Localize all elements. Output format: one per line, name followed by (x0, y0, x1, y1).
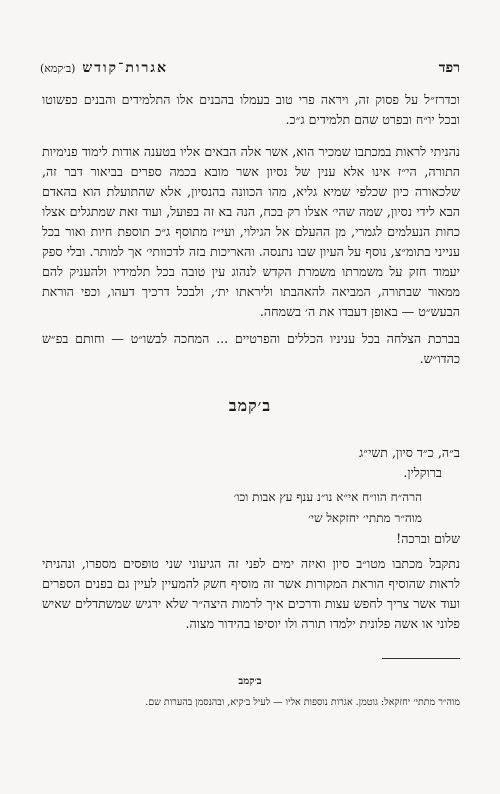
paragraph-text: נהניתי לראות במכתבו שמכיר הוא, אשר אלה הבאים אליו בטענה אודות לימוד פנימיות התורה, הי״ז אינו אלא ענין של נסיון אשר מובא בכמה ספרים בביאור דבר זה, שלכאורה כיון שכלפי שמיא גליא, מהו הכוונה בהנסיון, אלא שהתועלת הוא בהאדם הבא לידי נסיון, שמה שהי׳ אצלו רק בכח, הנה בא זה בפועל, ועוד זאת שמתגלים אצלו כחות הנעלמים לגמרי, מן ההעלם אל הגילוי, ועי״ז מתוסף ג״כ תוספת חיות ואור בכל ענייני בתומ״צ, נוסף על העיון שבו נתנסה. והאריכות בזה לדכוותי׳ אך למותר. ובלי ספק יעמוד חזק על משמרתו משמרת הקדש לנהוג עין טובה בכל תלמידיו ולהעניק להם ממאור שבתורה, המביאה להאהבתו וליראתו ית׳, ולבכל דרכיך דעהו, וכפי הוראת הבעש״ט — באופן דעבדו את ה׳ בשמחה. (42, 144, 460, 319)
dateline (290, 443, 460, 483)
footnote-text: מוה״ר מתתי׳ יחזקאל: גוטמן. אגרות נוספות אליו — לעיל ב׳קיא, ובהנסמן בהערות שם. (145, 697, 460, 708)
addressee-line-1: הרה״ח הוו״ח אי״א נו״נ ענף עץ אבות וכו׳ (233, 490, 422, 504)
paragraph-2 (42, 142, 460, 332)
paragraph-text: וכדרז״ל על פסוק זה, ויראה פרי טוב בעמלו בהבנים אלו התלמידים והבנים כפשוטו ובכל יו״ח ובפרט שהם תלמידים ג״כ. (42, 92, 460, 127)
paragraph-1 (42, 90, 460, 140)
greeting: שלום וברכה! (396, 531, 460, 546)
letter-date: ב״ה, כ״ד סיון, תשי״ג (359, 445, 460, 460)
footnote-label: ב׳קמב (238, 676, 262, 687)
book-title: אגרות־קודש (82, 60, 168, 76)
addressee-line-2: מוה״ר מתתי׳ יחזקאל שי׳ (308, 511, 422, 525)
letter-heading: ב׳קמב (228, 396, 272, 415)
addressee (122, 487, 422, 529)
letter-number: (ב׳קמא) (40, 62, 76, 75)
page-number: רפד (438, 60, 460, 76)
running-head (40, 60, 460, 77)
running-title (40, 60, 168, 77)
paragraph-3 (42, 329, 460, 379)
letter-body (42, 554, 460, 644)
letter-place: ברוקלין. (403, 465, 442, 480)
paragraph-text: בברכת הצלחה בכל עניניו הכללים והפרטיים ... המחכה לבשו״ט — וחותם בפ״ש כהדו״ש. (42, 331, 460, 366)
footnote-divider (382, 658, 460, 659)
paragraph-text: נתקבל מכתבו מטו״ב סיון ואיזה ימים לפני זה הגיעוני שני טופסים מספרו, ונהניתי לראות שהוסיף הוראת המקורות אשר זה מוסיף חשק להמעיין לעיין גם בפנים הספרים ועוד אשר צריך לחפש עצות ודרכים איך לרמות היצה״ר שלא ירגיש שמשתדלים שאיש פלוני או אשה פלונית ילמדו תורה ולו יוסיפו בהידור מצוה. (42, 556, 460, 631)
